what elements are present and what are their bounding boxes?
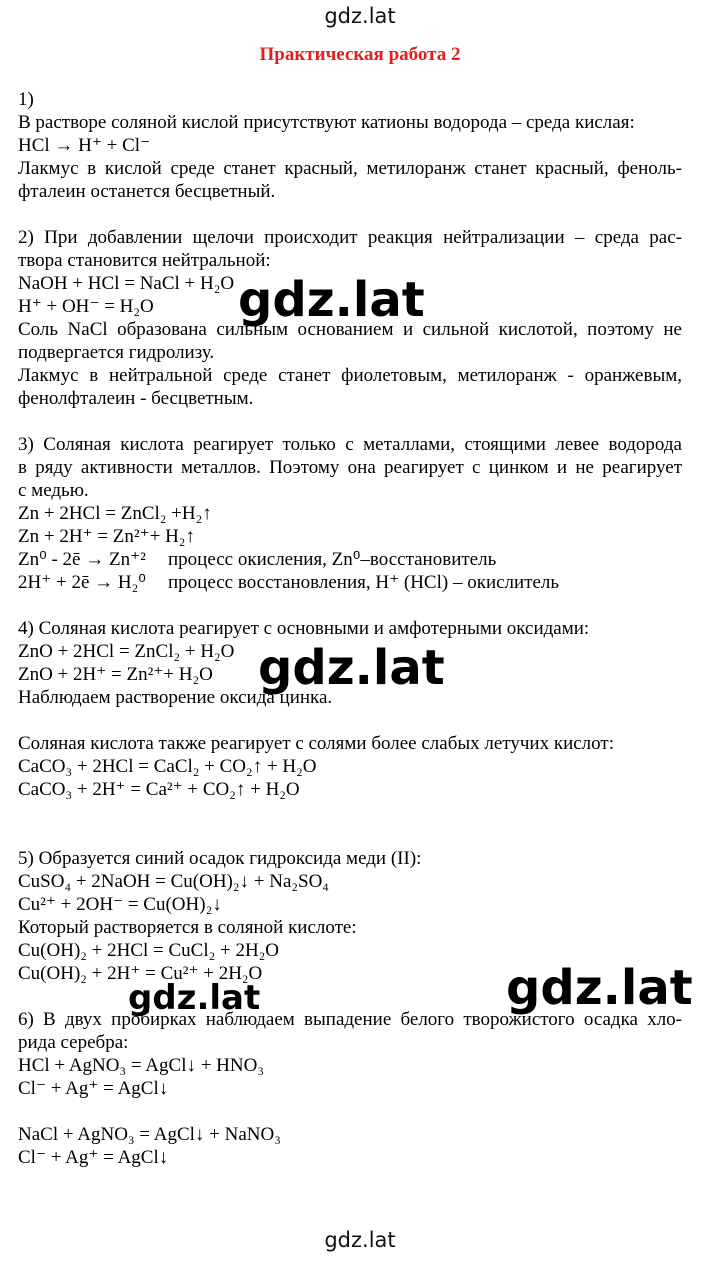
text-line: Лакмус в кислой среде станет красный, метилоранж станет красный, феноль- xyxy=(18,158,682,179)
equation: Zn⁰ - 2ē → Zn⁺² xyxy=(18,549,146,570)
text-line: Который растворяется в соляной кислоте: xyxy=(18,917,357,938)
equation-note: процесс восстановления, H⁺ (HCl) – окислитель xyxy=(168,572,560,593)
equation: CaCO₃ + 2H⁺ = Ca²⁺ + CO₂↑ + H₂O xyxy=(18,779,300,800)
text-line: рида серебра: xyxy=(18,1032,129,1053)
text-line: фенолфталеин - бесцветным. xyxy=(18,388,254,409)
equation: Cu(OH)₂ + 2HCl = CuCl₂ + 2H₂O xyxy=(18,940,280,961)
equation: Cl⁻ + Ag⁺ = AgCl↓ xyxy=(18,1078,169,1099)
text-line: 4) Соляная кислота реагирует с основными и амфотерными оксидами: xyxy=(18,618,590,639)
equation: H⁺ + OH⁻ = H₂O xyxy=(18,296,154,317)
text-line: твора становится нейтральной: xyxy=(18,250,271,271)
site-header: gdz.lat xyxy=(324,4,396,28)
equation: ZnO + 2HCl = ZnCl₂ + H₂O xyxy=(18,641,235,662)
equation: HCl + AgNO₃ = AgCl↓ + HNO₃ xyxy=(18,1055,264,1076)
equation: Cu(OH)₂ + 2H⁺ = Cu²⁺ + 2H₂O xyxy=(18,963,263,984)
text-line: 5) Образуется синий осадок гидроксида меди (II): xyxy=(18,848,422,869)
text-line: Наблюдаем растворение оксида цинка. xyxy=(18,687,333,708)
text-line: 6) В двух пробирках наблюдаем выпадение белого творожистого осадка хло- xyxy=(18,1009,682,1030)
text-line: Лакмус в нейтральной среде станет фиолетовым, метилоранж - оранжевым, xyxy=(18,365,682,386)
text-line: Соль NaCl образована сильным основанием и сильной кислотой, поэтому не xyxy=(18,319,682,340)
watermark: gdz.lat xyxy=(258,640,445,696)
equation: CaCO₃ + 2HCl = CaCl₂ + CO₂↑ + H₂O xyxy=(18,756,317,777)
text-line: 3) Соляная кислота реагирует только с металлами, стоящими левее водорода xyxy=(18,434,682,455)
equation: Zn + 2H⁺ = Zn²⁺+ H₂↑ xyxy=(18,526,195,547)
text-line: подвергается гидролизу. xyxy=(18,342,215,363)
watermark: gdz.lat xyxy=(506,960,693,1016)
text-line: с медью. xyxy=(18,480,89,501)
document-body xyxy=(18,88,682,1169)
equation: ZnO + 2H⁺ = Zn²⁺+ H₂O xyxy=(18,664,213,685)
text-line: Соляная кислота также реагирует с солями более слабых летучих кислот: xyxy=(18,733,614,754)
equation: Zn + 2HCl = ZnCl₂ +H₂↑ xyxy=(18,503,212,524)
equation-row xyxy=(18,571,682,594)
text-line: в ряду активности металлов. Поэтому она реагирует с цинком и не реагирует xyxy=(18,457,682,478)
watermark: gdz.lat xyxy=(238,272,425,328)
equation-row xyxy=(18,548,682,571)
equation-note: процесс окисления, Zn⁰–восстановитель xyxy=(168,549,497,570)
equation: CuSO₄ + 2NaOH = Cu(OH)₂↓ + Na₂SO₄ xyxy=(18,871,329,892)
equation: Cu²⁺ + 2OH⁻ = Cu(OH)₂↓ xyxy=(18,894,222,915)
equation: HCl → H⁺ + Cl⁻ xyxy=(18,135,151,156)
equation: NaCl + AgNO₃ = AgCl↓ + NaNO₃ xyxy=(18,1124,281,1145)
text-line: 2) При добавлении щелочи происходит реакция нейтрализации – среда рас- xyxy=(18,227,682,248)
page-title: Практическая работа 2 xyxy=(259,44,461,65)
equation: Cl⁻ + Ag⁺ = AgCl↓ xyxy=(18,1147,169,1168)
watermark: gdz.lat xyxy=(128,978,261,1018)
equation: NaOH + HCl = NaCl + H₂O xyxy=(18,273,235,294)
text-line: В растворе соляной кислой присутствуют катионы водорода – среда кислая: xyxy=(18,112,635,133)
section-1-number: 1) xyxy=(18,89,34,110)
text-line: фталеин останется бесцветный. xyxy=(18,181,276,202)
equation: 2H⁺ + 2ē → H₂⁰ xyxy=(18,572,146,593)
site-footer: gdz.lat xyxy=(324,1228,396,1252)
